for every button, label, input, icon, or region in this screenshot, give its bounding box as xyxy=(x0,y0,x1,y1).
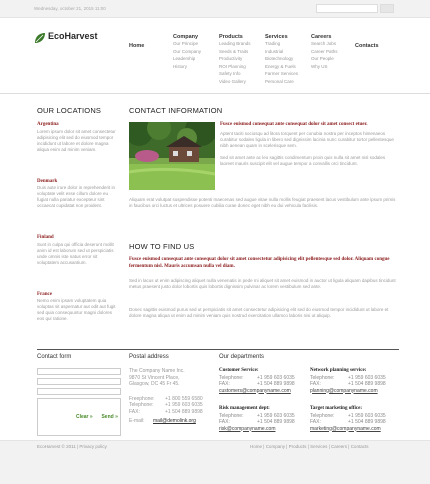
nav-products-item[interactable]: Productivity xyxy=(219,56,243,61)
find-us-para: Sed in lacus ut enim adipiscing aliquet nulla venenatis in pede mi aliquet sit amet euismod in auctor ut ligula aliquam dapibus tincidunt metus praesent justo dolor lobortis quis lobortis dignissim pulvinar ac lorem vestibulum sed ante. xyxy=(129,278,396,289)
postal-line: Glasgow, DC 45 Fr 45. xyxy=(129,381,180,387)
nav-products-item[interactable]: Video Gallery xyxy=(219,78,246,84)
footer-link-careers[interactable]: Careers xyxy=(331,444,348,449)
find-us-lead: Fusce euismod consequat ante consequat dolor sit amet consectetur adipisicing elit pellentesque sed dolor. Aliquam congue fermentum nisl. Mauris accumsan nulla vel diam. xyxy=(129,257,390,269)
postal-block xyxy=(129,368,213,425)
nav-company[interactable]: Company Our Principe Our Company Leadership History xyxy=(173,34,217,70)
location-text: Nemo enim ipsam voluptatem quia voluptas sit aspernatur aut odit aut fugit sed quia consequuntur magni dolores eos qui ratione. xyxy=(37,298,116,321)
contact-info-para: Sed sit amet ante ac leo sagittis condimentum proin quis nulla sit amet nisl sodales laoreet mauris suscipit elit vel augue tempor a convallis orci tincidunt. xyxy=(220,154,386,166)
nav-company-item[interactable]: History xyxy=(173,63,188,69)
logo-text: EcoHarvest xyxy=(48,31,98,41)
nav-home[interactable]: Home xyxy=(129,43,145,49)
postal-email-link[interactable]: mail@demolink.org xyxy=(153,418,196,424)
nav-careers-item[interactable]: Our People xyxy=(311,56,334,61)
search-input[interactable] xyxy=(316,4,378,13)
nav-services-item[interactable]: Personal Care xyxy=(265,78,294,84)
nav-company-item[interactable]: Leadership xyxy=(173,56,196,61)
contact-form xyxy=(37,368,123,436)
location-country: Finland xyxy=(37,235,54,240)
footer-copyright: EcoHarvest © 2011 | Privacy policy xyxy=(37,444,107,449)
nav-products-item[interactable]: Leading Brands xyxy=(219,41,251,46)
locations-list xyxy=(37,122,119,342)
department: Network planning service: Telephone: +1 959 603 6035 FAX: +1 504 889 9898 planning@companyname.com xyxy=(310,368,400,394)
logo[interactable] xyxy=(34,30,114,46)
email-field[interactable] xyxy=(37,378,121,385)
house-photo xyxy=(129,122,215,190)
postal-title: Postal address xyxy=(129,354,169,360)
nav-services-item[interactable]: Farmer Services xyxy=(265,71,299,76)
location-text: Sunt in culpa qui officia deserunt mollit anim id est laborum sed ut perspiciatis unde omnis iste natus error sit voluptatem accusantium. xyxy=(37,241,114,265)
footer-link-home[interactable]: Home xyxy=(250,444,263,449)
freephone-row: Freephone: +1 800 559 6580 xyxy=(129,395,203,402)
contact-info-lead-block xyxy=(220,122,398,167)
department-email-link[interactable]: marketing@companyname.com xyxy=(310,425,381,432)
nav-careers[interactable]: Careers Search Jobs Career Paths Our People Why US xyxy=(311,34,355,70)
location-text: Duis aute irure dolor in reprehenderit in voluptate velit esse cillum dolore eu fugiat nulla pariatur excepteur sint occaecat cupidatat non proident. xyxy=(37,185,116,208)
contact-info-title: CONTACT INFORMATION xyxy=(129,106,223,115)
footer-link-products[interactable]: Products xyxy=(288,444,307,449)
header-divider xyxy=(0,93,430,94)
find-us-title: HOW TO FIND US xyxy=(129,242,195,251)
contact-info-para: Aptent taciti sociosqu ad litora torquent per conubia nostra per inceptos himenaeos curabitur sodales ligula in libero sed dignissim lacinia nunc curabitur tortor pellentesque nibh aenean quam in scelerisque sem. xyxy=(220,130,394,148)
departments-title: Our departments xyxy=(219,354,265,360)
nav-products-item[interactable]: Safety Info xyxy=(219,71,241,76)
nav-services-item[interactable]: Biotechnology xyxy=(265,56,294,61)
clear-button[interactable]: Clear xyxy=(76,414,89,420)
location-country: Denmark xyxy=(37,178,58,184)
nav-company-item[interactable]: Our Company xyxy=(173,48,202,54)
top-date: Wednesday, october 21, 2015 11:00 xyxy=(34,6,106,11)
department-email-link[interactable]: customers@companyname.com xyxy=(219,387,291,394)
clear-arrow-icon: » xyxy=(89,414,93,420)
nav-careers-item[interactable]: Search Jobs xyxy=(311,41,337,46)
fax-row: FAX: +1 504 889 9898 xyxy=(129,408,203,415)
main-nav xyxy=(129,34,399,94)
search-button[interactable] xyxy=(380,4,394,13)
footer-links: Home | Company | Products | Services | Careers | Contacts xyxy=(250,444,369,449)
email-row: E-mail: mail@demolink.org xyxy=(129,418,196,424)
bottom-divider xyxy=(37,349,399,350)
location-text: Lorem ipsum dolor sit amet consectetur adipisicing elit sed do eiusmod tempor incididunt ut labore et dolore magna aliqua enim ad minim veniam. xyxy=(37,128,116,152)
location-country: Argentina xyxy=(37,122,59,127)
nav-careers-item[interactable]: Why US xyxy=(311,63,328,69)
nav-contacts[interactable]: Contacts xyxy=(355,43,379,49)
postal-line: The Company Name Inc. xyxy=(129,368,185,374)
nav-services-item[interactable]: Industrial xyxy=(265,48,284,54)
phone-field[interactable] xyxy=(37,388,121,395)
department: Risk management dept: Telephone: +1 959 603 6035 FAX: +1 504 889 9898 risk@companyname.com xyxy=(219,406,305,432)
nav-services[interactable]: Services Trading Industrial Biotechnology Energy & Fuels Farmer Services Personal Care xyxy=(265,34,309,85)
contact-info-lead: Fusce euismod consequat ante consequat dolor sit amet consect etuer. xyxy=(220,122,368,127)
send-arrow-icon: » xyxy=(115,414,118,420)
nav-services-item[interactable]: Trading xyxy=(265,41,281,46)
nav-products-item[interactable]: ROI Planning xyxy=(219,63,246,69)
department: Customer Service: Telephone: +1 959 603 6035 FAX: +1 504 889 9898 customers@companyname.com xyxy=(219,368,305,394)
department: Target marketing office: Telephone: +1 959 603 6035 FAX: +1 504 889 9898 marketing@companyname.com xyxy=(310,406,400,432)
footer-link-contacts[interactable]: Contacts xyxy=(350,444,369,449)
name-field[interactable] xyxy=(37,368,121,375)
contact-form-title: Contact form xyxy=(37,354,72,360)
nav-careers-item[interactable]: Career Paths xyxy=(311,48,338,54)
nav-services-item[interactable]: Energy & Fuels xyxy=(265,63,296,69)
nav-products[interactable]: Products Leading Brands Seeds & Traits Productivity ROI Planning Safety Info Video Gallery xyxy=(219,34,263,85)
find-us-para: Donec sagittis euismod purus sed ut perspiciatis sit amet consectetur adipisicing elit sed do eiusmod tempor incididunt ut labore et dolore magna aliqua ut enim ad minim veniam quis nostrud exercitation ullamco laboris nisi ut aliquip. xyxy=(129,307,389,318)
contact-info-para3: Aliquam erat volutpat suspendisse potenti maecenas sed augue vitae nulla mollis feugiat praesent lacus vestibulum ante ipsum primis in faucibus orci luctus et ultrices posuere cubilia curae donec eget nibh eu dui vehicula facilisis. xyxy=(129,197,396,208)
nav-company-item[interactable]: Our Principe xyxy=(173,41,199,46)
form-actions xyxy=(76,414,118,420)
postal-line: 9870 St Vincent Place, xyxy=(129,374,180,381)
telephone-row: Telephone: +1 959 603 6035 xyxy=(129,402,203,408)
leaf-logo-icon xyxy=(34,31,46,43)
footer-link-company[interactable]: Company xyxy=(265,444,285,449)
locations-title: OUR LOCATIONS xyxy=(37,106,102,115)
location-country: France xyxy=(37,291,52,297)
footer-link-services[interactable]: Services xyxy=(310,444,328,449)
department-email-link[interactable]: risk@companyname.com xyxy=(219,425,276,432)
send-button[interactable]: Send xyxy=(101,414,114,420)
department-email-link[interactable]: planning@companyname.com xyxy=(310,387,378,394)
nav-products-item[interactable]: Seeds & Traits xyxy=(219,48,249,54)
